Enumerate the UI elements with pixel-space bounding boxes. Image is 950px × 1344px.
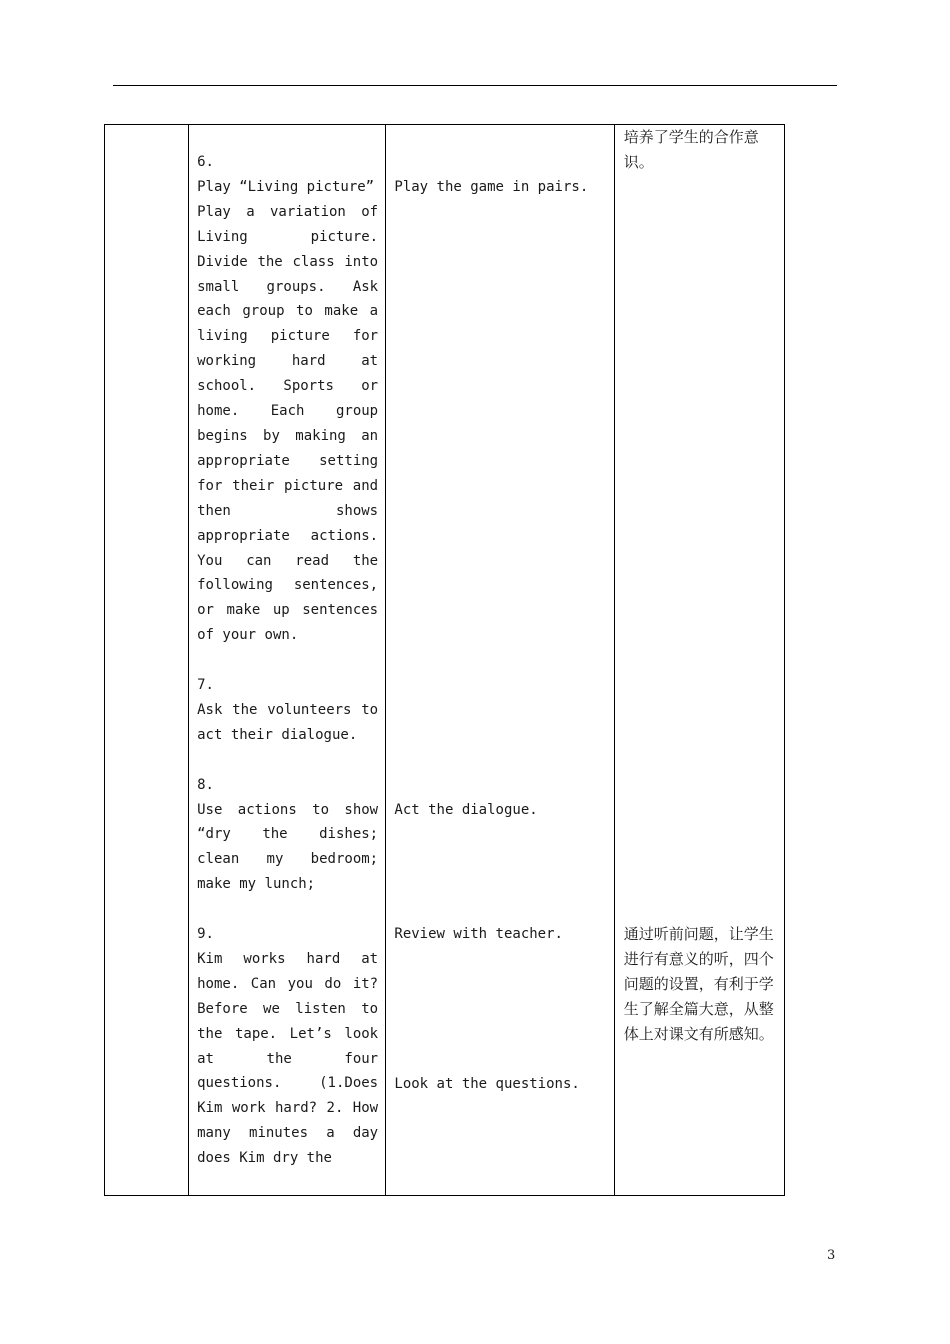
teacher-activity-cell <box>189 125 386 1196</box>
header-rule <box>113 85 837 86</box>
step-text: Play a variation of Living picture. Divide the class into small groups. Ask each group to make a living picture for working hard at school. Sports or home. Each group begins by making an appropriate setting for their picture and then shows appropriate actions. You can read the following sentences, or make up sentences of your own. <box>197 203 379 644</box>
stage-cell <box>105 125 189 1196</box>
teacher-steps <box>197 150 378 1171</box>
table-row <box>105 125 785 1196</box>
step-number: 9. <box>197 926 214 943</box>
page-number: 3 <box>827 1248 836 1263</box>
activity-review: Review with teacher. <box>394 926 563 942</box>
lesson-plan-table <box>104 124 785 1196</box>
step-number: 6. <box>197 154 214 170</box>
step-text: Kim works hard at home. Can you do it? Before we listen to the tape. Let’s look at the four questions. (1.Does Kim work hard? 2. How many minutes a day does Kim dry the <box>197 950 379 1167</box>
design-intent-cell <box>614 125 784 1196</box>
step-number: 8. <box>197 776 214 793</box>
activity-pairs-game: Play the game in pairs. <box>394 179 589 195</box>
note-cooperation: 培养了学生的合作意识。 <box>623 128 759 171</box>
activity-look-questions: Look at the questions. <box>394 1076 580 1092</box>
student-activity-cell <box>386 125 614 1196</box>
step-text: Ask the volunteers to act their dialogue. <box>197 701 379 743</box>
note-listening: 通过听前问题，让学生进行有意义的听，四个问题的设置，有利于学生了解全篇大意，从整体上对课文有所感知。 <box>623 925 774 1043</box>
step-text: Play “Living picture” <box>197 178 375 195</box>
step-number: 7. <box>197 677 214 694</box>
activity-act-dialogue: Act the dialogue. <box>394 802 538 818</box>
step-text: Use actions to show “dry the dishes; clean my bedroom; make my lunch; <box>197 801 379 893</box>
